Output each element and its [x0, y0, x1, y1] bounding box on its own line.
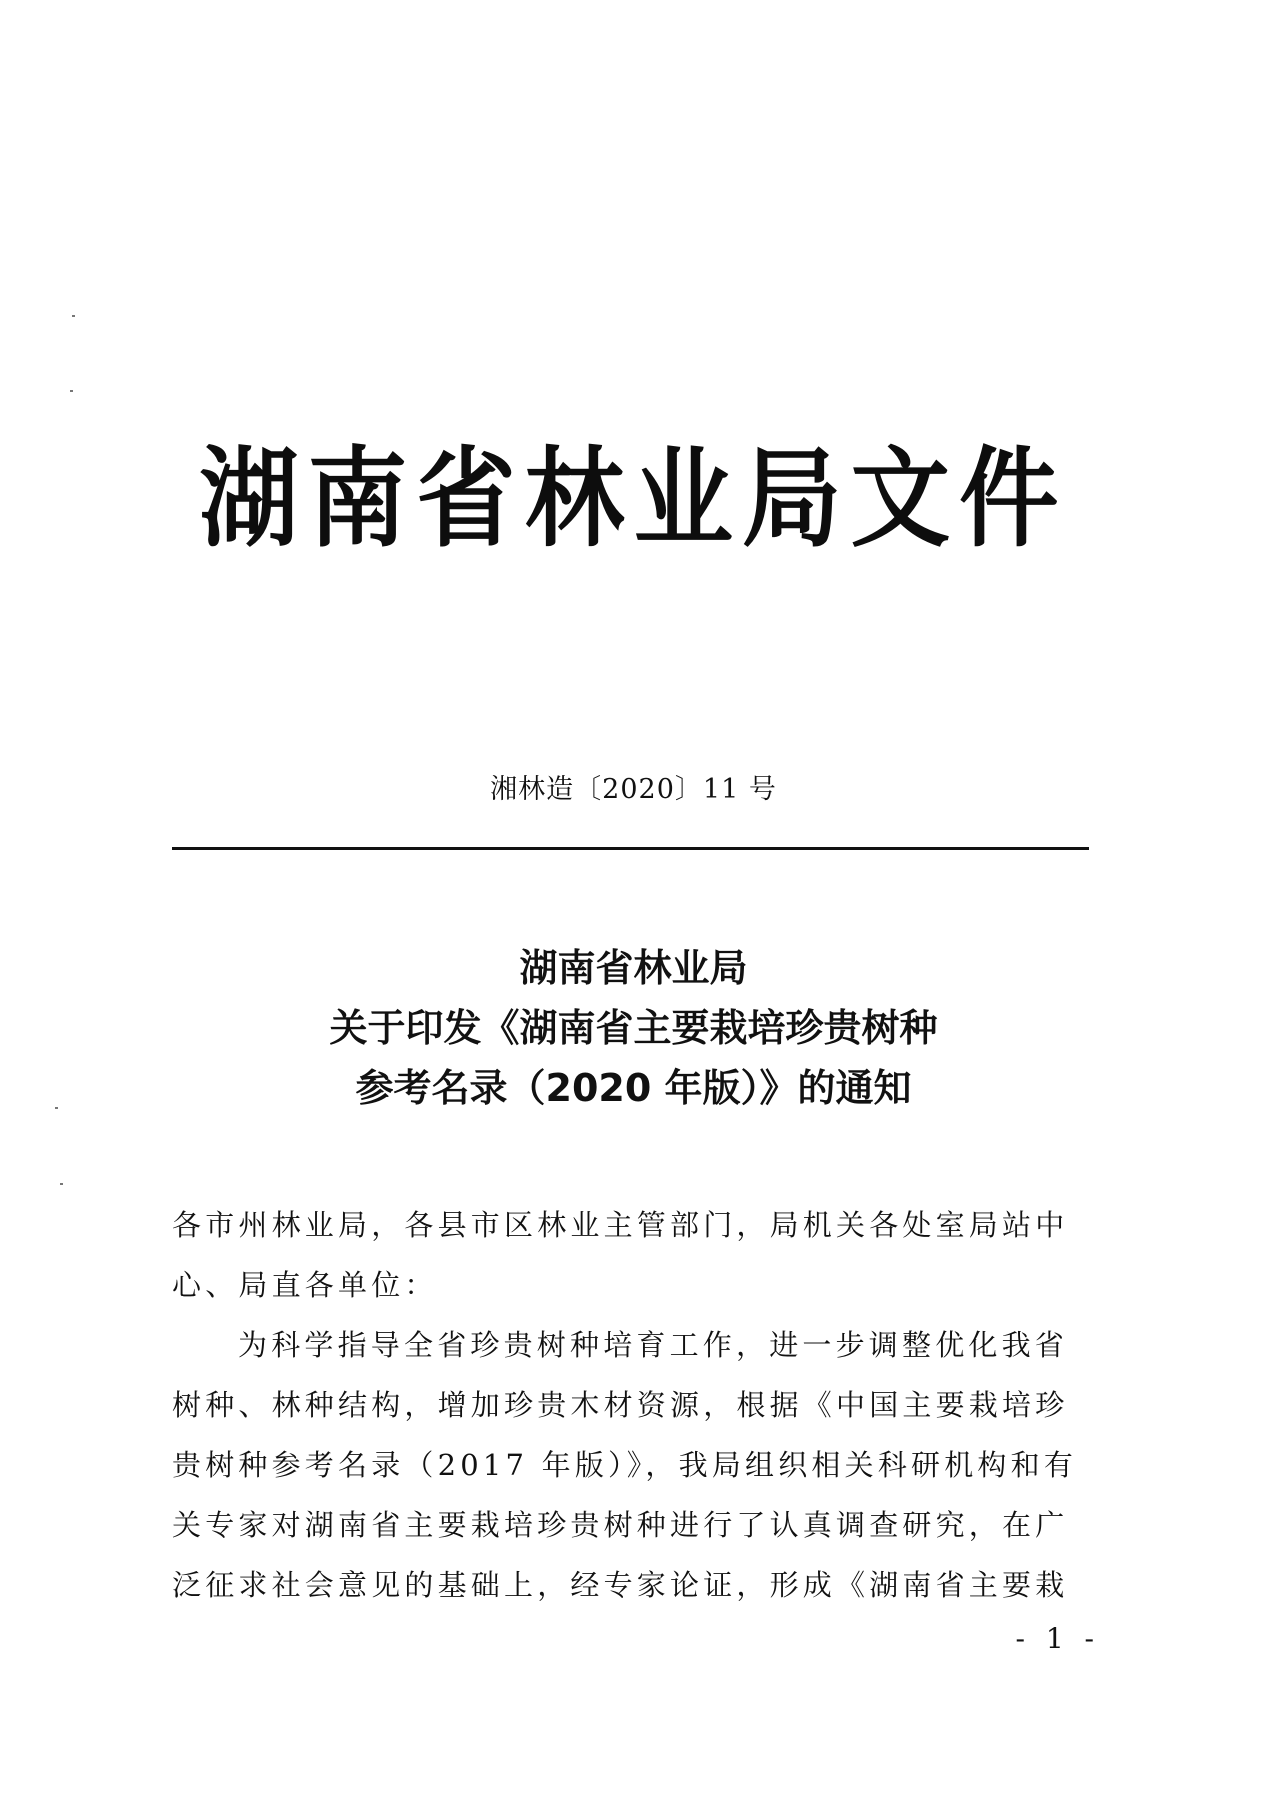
scan-speck [70, 390, 73, 392]
scan-speck [72, 315, 75, 317]
scan-speck [60, 1183, 63, 1185]
body-line: 贵树种参考名录（2017 年版）》，我局组织相关科研机构和有 [172, 1448, 1078, 1482]
notice-body [172, 1195, 1092, 1615]
notice-title [0, 938, 1267, 1118]
body-line: 树种、林种结构，增加珍贵木材资源，根据《中国主要栽培珍 [172, 1388, 1069, 1422]
title-line: 湖南省林业局 [519, 946, 748, 990]
document-masthead: 湖南省林业局文件 [199, 437, 1068, 562]
body-line: 为科学指导全省珍贵树种培育工作，进一步调整优化我省 [238, 1328, 1069, 1362]
title-line: 关于印发《湖南省主要栽培珍贵树种 [329, 1006, 938, 1050]
document-number: 湘林造〔2020〕11 号 [490, 774, 777, 805]
page-number: - 1 - [1015, 1622, 1100, 1655]
body-line-addressee: 心、局直各单位： [172, 1268, 438, 1302]
title-line: 参考名录（2020 年版）》的通知 [355, 1066, 912, 1110]
body-line-addressee: 各市州林业局，各县市区林业主管部门，局机关各处室局站中 [172, 1208, 1069, 1242]
body-line: 泛征求社会意见的基础上，经专家论证，形成《湖南省主要栽 [172, 1568, 1069, 1602]
header-divider [172, 847, 1089, 850]
body-line: 关专家对湖南省主要栽培珍贵树种进行了认真调查研究，在广 [172, 1508, 1069, 1542]
